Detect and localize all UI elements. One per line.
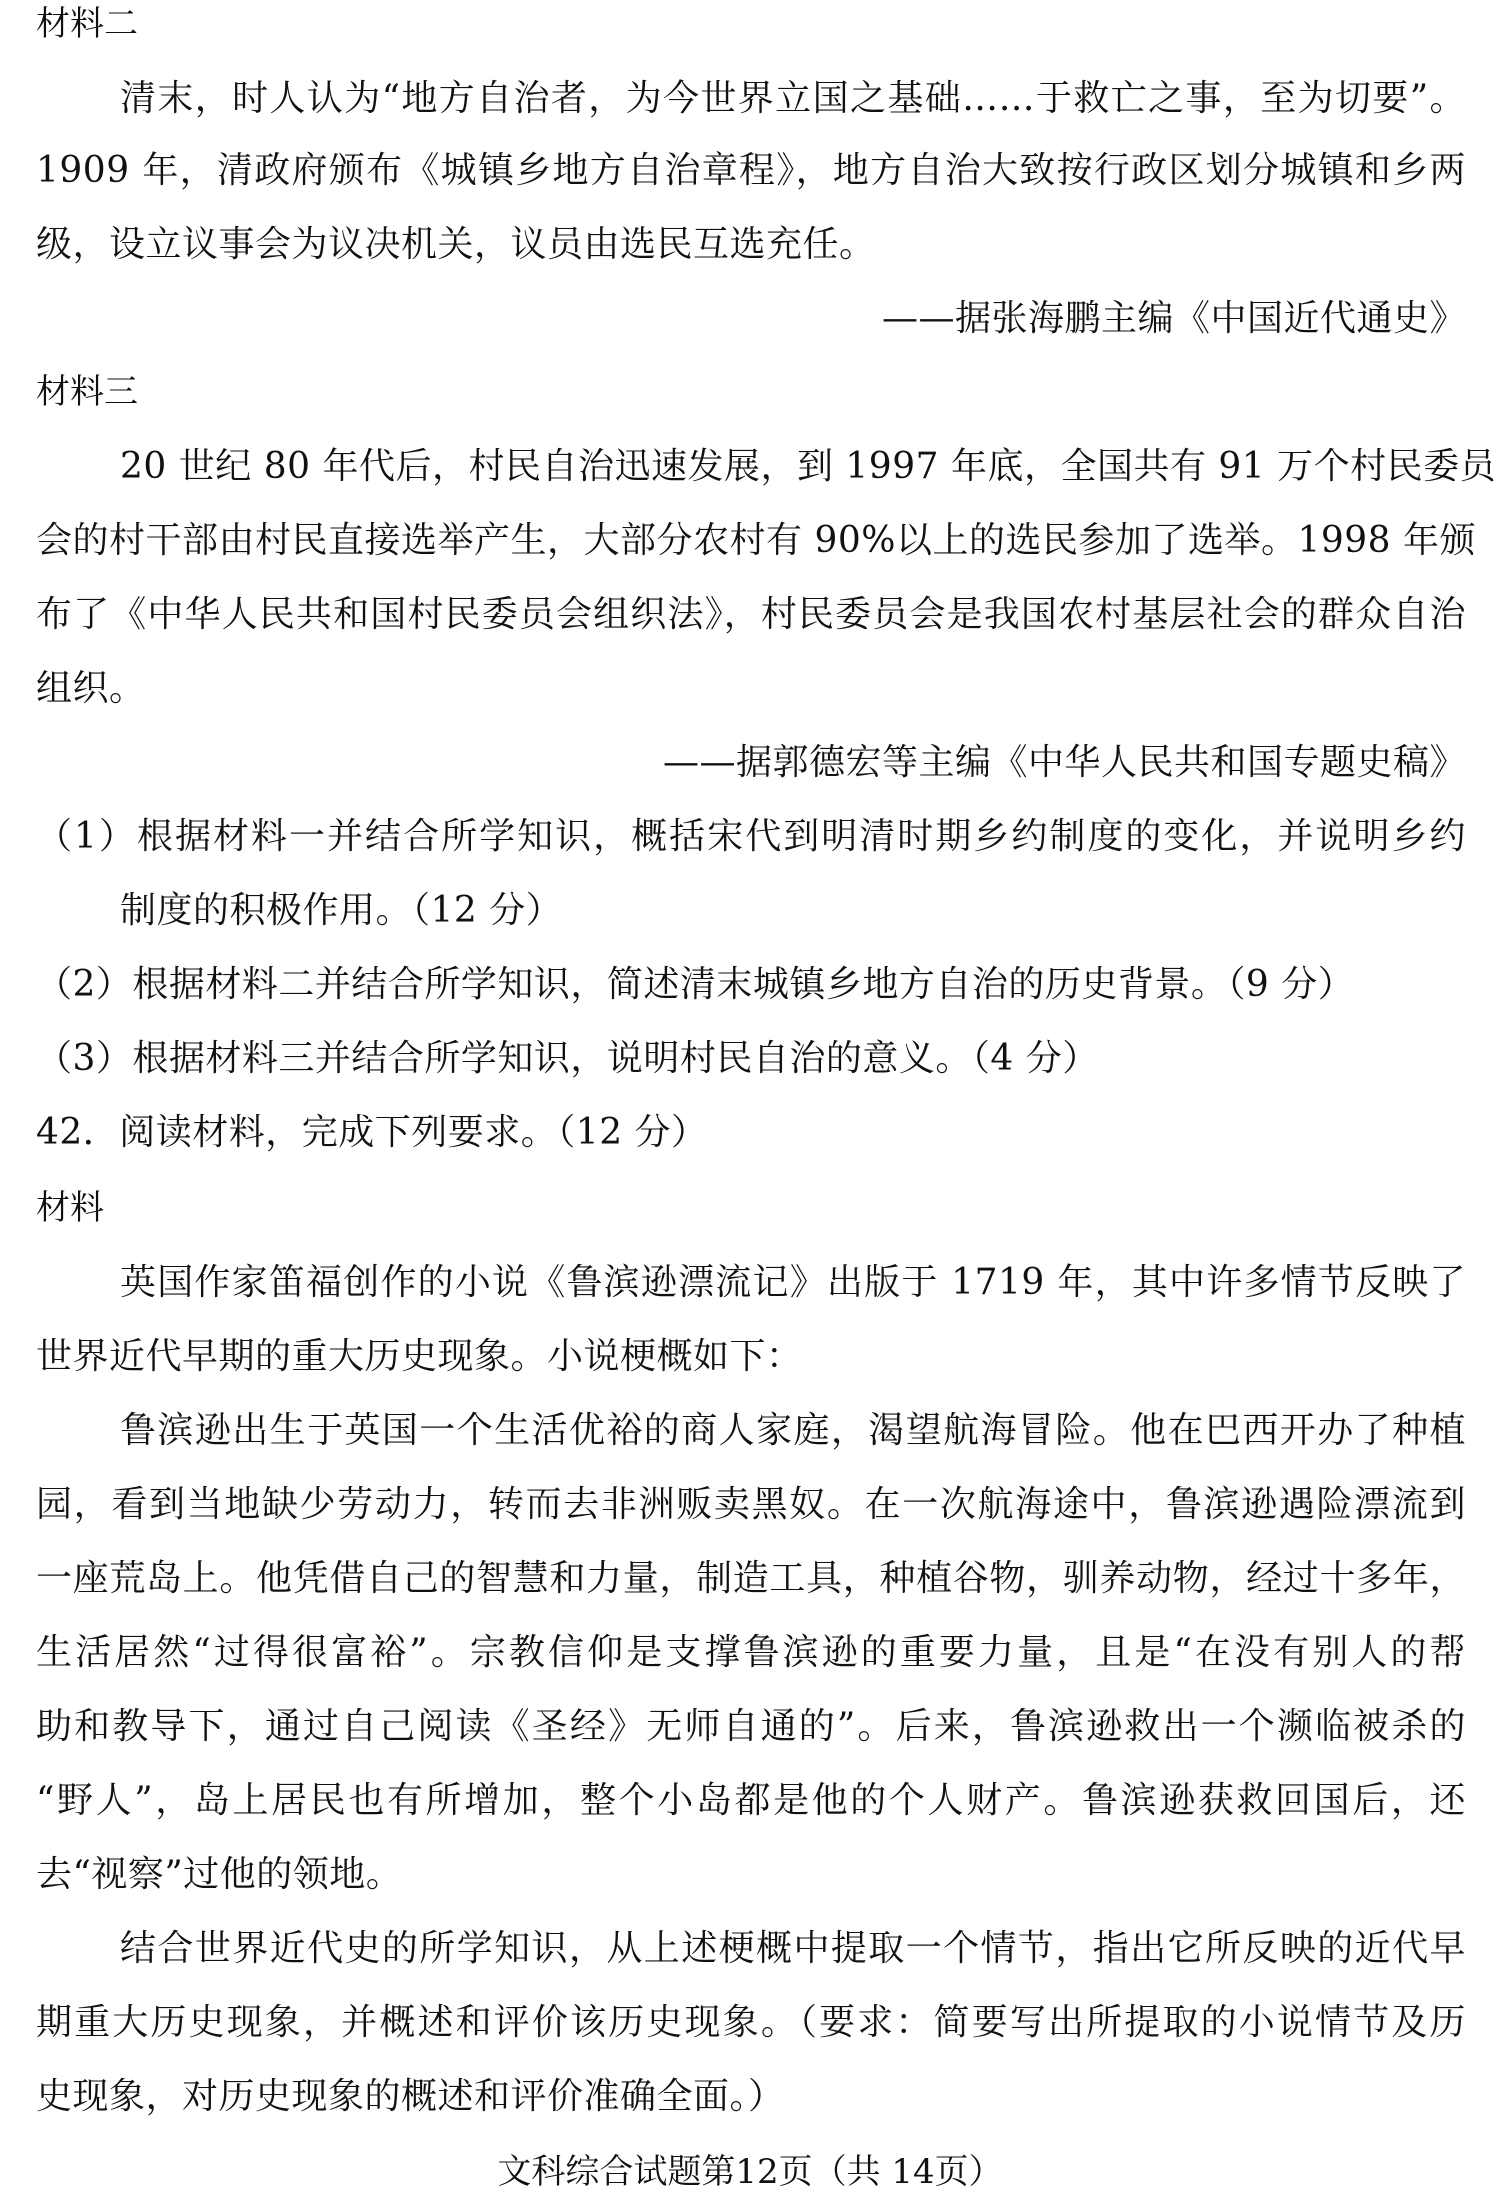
material3-line-4: 组织。 xyxy=(36,668,146,709)
material2-source: ——据张海鹏主编《中国近代通史》 xyxy=(881,298,1466,339)
q42-story-line-4: 生活居然“过得很富裕”。宗教信仰是支撑鲁滨逊的重要力量，且是“在没有别人的帮 xyxy=(36,1632,1466,1673)
question-1-line-1: （1）根据材料一并结合所学知识，概括宋代到明清时期乡约制度的变化，并说明乡约 xyxy=(36,816,1466,857)
q42-task-line-1: 结合世界近代史的所学知识，从上述梗概中提取一个情节，指出它所反映的近代早 xyxy=(120,1928,1466,1969)
q42-story-line-1: 鲁滨逊出生于英国一个生活优裕的商人家庭，渴望航海冒险。他在巴西开办了种植 xyxy=(120,1410,1466,1451)
page-footer: 文科综合试题第12页（共 14页） xyxy=(497,2152,1003,2192)
q42-task-line-3: 史现象，对历史现象的概述和评价准确全面。） xyxy=(36,2076,785,2117)
q42-story-line-3: 一座荒岛上。他凭借自己的智慧和力量，制造工具，种植谷物，驯养动物，经过十多年， xyxy=(36,1558,1466,1599)
question-3: （3）根据材料三并结合所学知识，说明村民自治的意义。（4 分） xyxy=(36,1038,1099,1079)
material3-line-1: 20 世纪 80 年代后，村民自治迅速发展，到 1997 年底，全国共有 91 万个村民委员 xyxy=(120,446,1497,487)
q42-story-line-7: 去“视察”过他的领地。 xyxy=(36,1854,403,1895)
material2-heading: 材料二 xyxy=(36,4,138,44)
material3-line-2: 会的村干部由村民直接选举产生，大部分农村有 90%以上的选民参加了选举。1998 年颁 xyxy=(36,520,1477,561)
q42-story-line-6: “野人”，岛上居民也有所增加，整个小岛都是他的个人财产。鲁滨逊获救回国后，还 xyxy=(36,1780,1466,1821)
q42-task-line-2: 期重大历史现象，并概述和评价该历史现象。（要求：简要写出所提取的小说情节及历 xyxy=(36,2002,1466,2043)
question-1-line-2: 制度的积极作用。（12 分） xyxy=(120,890,563,931)
question-2: （2）根据材料二并结合所学知识，简述清末城镇乡地方自治的历史背景。（9 分） xyxy=(36,964,1355,1005)
q42-story-line-2: 园，看到当地缺少劳动力，转而去非洲贩卖黑奴。在一次航海途中，鲁滨逊遇险漂流到 xyxy=(36,1484,1466,1525)
material2-line-1: 清末，时人认为“地方自治者，为今世界立国之基础……于救亡之事，至为切要”。 xyxy=(120,78,1466,119)
q42-story-line-5: 助和教导下，通过自己阅读《圣经》无师自通的”。后来，鲁滨逊救出一个濒临被杀的 xyxy=(36,1706,1466,1747)
material3-source: ——据郭德宏等主编《中华人民共和国专题史稿》 xyxy=(662,742,1466,783)
q42-intro-line-1: 英国作家笛福创作的小说《鲁滨逊漂流记》出版于 1719 年，其中许多情节反映了 xyxy=(120,1262,1466,1303)
q42-intro-line-2: 世界近代早期的重大历史现象。小说梗概如下： xyxy=(36,1336,803,1377)
material3-line-3: 布了《中华人民共和国村民委员会组织法》，村民委员会是我国农村基层社会的群众自治 xyxy=(36,594,1466,635)
question-42-material-heading: 材料 xyxy=(36,1188,104,1228)
material2-line-2: 1909 年，清政府颁布《城镇乡地方自治章程》，地方自治大致按行政区划分城镇和乡两 xyxy=(36,150,1466,191)
material3-heading: 材料三 xyxy=(36,372,138,412)
question-42-title: 42．阅读材料，完成下列要求。（12 分） xyxy=(36,1112,708,1153)
material2-line-3: 级，设立议事会为议决机关，议员由选民互选充任。 xyxy=(36,224,876,265)
